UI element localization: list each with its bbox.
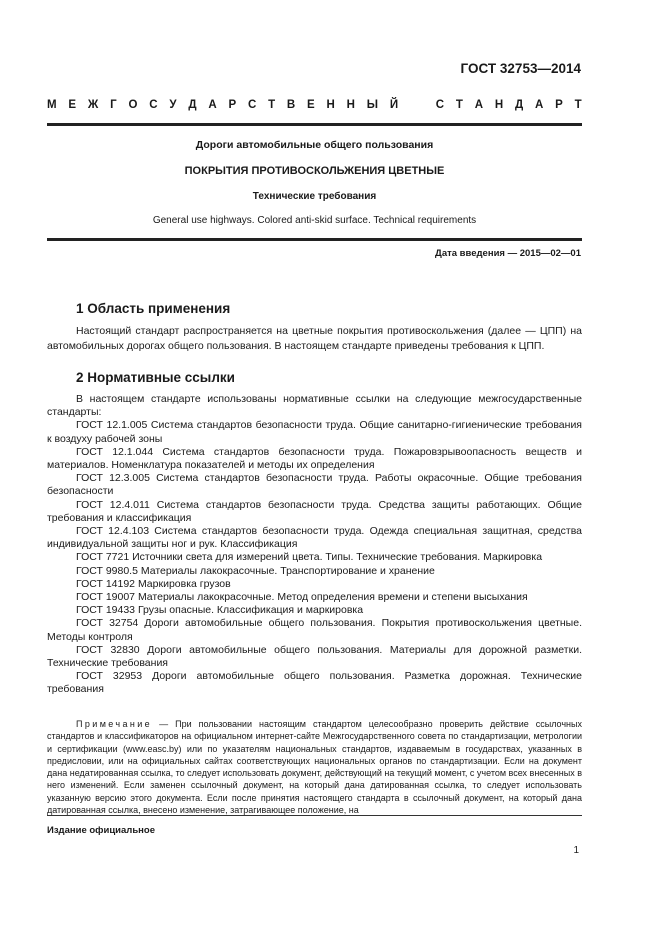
banner-letter: Ы: [366, 99, 379, 111]
banner-letter: А: [208, 99, 217, 111]
banner-letter: У: [169, 99, 177, 111]
banner-letter: Ж: [87, 99, 99, 111]
note-text: — При пользовании настоящим стандартом целесообразно проверить действие ссылочных стандартов и классификаторов на официальном интернет-сайте Межгосударственного совета по стандартизации, метрологии и сертификации (www.easc.by) или по указателям национальных стандартов, издаваемым в государствах, указанных в предисловии, или на официальных сайтах соответствующих национальных органов по стандартизации. Если на документ дана недатированная ссылка, то следует использовать документ, действующий на текущий момент, с учетом всех внесенных в него изменений. Если заменен ссылочный документ, на который дана датированная ссылка, то следует использовать указанную версию этого документа. Если после принятия настоящего стандарта в ссылочный документ, на который дана датированная ссылка, внесено изменение, затрагивающее положение, на: [47, 719, 582, 816]
reference-item: ГОСТ 19433 Грузы опасные. Классификация и маркировка: [76, 604, 364, 617]
banner-letter: Е: [307, 99, 315, 111]
banner-letter: А: [534, 99, 544, 111]
reference-item: ГОСТ 32953 Дороги автомобильные общего пользования. Разметка дорожная. Технические требования: [47, 670, 582, 696]
banner-letter: Е: [68, 99, 77, 111]
banner-letter: М: [47, 99, 57, 111]
reference-item: ГОСТ 12.1.044 Система стандартов безопасности труда. Пожаровзрывоопасность веществ и материалов. Номенклатура показателей и методы их определения: [47, 445, 582, 472]
reference-item: ГОСТ 12.3.005 Система стандартов безопасности труда. Работы окрасочные. Общие требования безопасности: [47, 472, 582, 498]
reference-item: ГОСТ 14192 Маркировка грузов: [76, 577, 231, 590]
banner-letter: Н: [494, 99, 504, 111]
title-main: ПОКРЫТИЯ ПРОТИВОСКОЛЬЖЕНИЯ ЦВЕТНЫЕ: [184, 165, 445, 177]
banner-letter: Н: [326, 99, 335, 111]
banner-letter: С: [247, 99, 257, 111]
section1-body: [47, 324, 582, 354]
reference-item: ГОСТ 9980.5 Материалы лакокрасочные. Транспортирование и хранение: [76, 564, 435, 577]
title-rule: [47, 238, 582, 241]
banner-letter: Т: [574, 99, 582, 111]
banner-letter: Т: [268, 99, 276, 111]
footer-rule: [47, 815, 582, 816]
banner-letter: Т: [455, 99, 463, 111]
title-tech: Технические требования: [252, 191, 377, 202]
section2-heading: 2 Нормативные ссылки: [76, 370, 235, 385]
note-block: [47, 718, 582, 816]
reference-item: ГОСТ 12.1.005 Система стандартов безопасности труда. Общие санитарно-гигиенические требования к воздуху рабочей зоны: [47, 419, 582, 445]
reference-item: ГОСТ 7721 Источники света для измерений цвета. Типы. Технические требования. Маркировка: [76, 551, 543, 564]
banner-letter: Р: [555, 99, 563, 111]
banner-letter: Д: [514, 99, 524, 111]
interstate-standard-banner: [47, 99, 582, 111]
page-number: 1: [573, 845, 579, 856]
top-rule: [47, 123, 582, 126]
intro-date: Дата введения — 2015—02—01: [435, 248, 581, 259]
banner-letter: Д: [188, 99, 197, 111]
reference-item: ГОСТ 12.4.011 Система стандартов безопасности труда. Средства защиты работающих. Общие требования и классификация: [47, 498, 582, 524]
banner-letter: В: [286, 99, 296, 111]
banner-letter: С: [149, 99, 158, 111]
banner-letter: Й: [389, 99, 399, 111]
banner-letter: О: [128, 99, 138, 111]
reference-item: ГОСТ 32830 Дороги автомобильные общего пользования. Материалы для дорожной разметки. Технические требования: [47, 643, 582, 670]
note-label: Примечание: [76, 719, 153, 729]
banner-letter: Н: [346, 99, 355, 111]
gost-code: ГОСТ 32753—2014: [460, 61, 581, 76]
banner-letter: Г: [110, 99, 117, 111]
reference-item: ГОСТ 12.4.103 Система стандартов безопасности труда. Одежда специальная защитная, средства индивидуальной защиты ног и рук. Классификация: [47, 525, 582, 551]
section1-heading: 1 Область применения: [76, 301, 231, 316]
reference-item: ГОСТ 19007 Материалы лакокрасочные. Метод определения времени и степени высыхания: [76, 591, 528, 604]
section2-intro: В настоящем стандарте использованы нормативные ссылки на следующие межгосударственные стандарты:: [47, 393, 582, 419]
section1-text: Настоящий стандарт распространяется на цветные покрытия противоскольжения (далее — ЦПП) на автомобильных дорогах общего пользования. В настоящем стандарте приведены требования к ЦПП.: [47, 325, 582, 352]
reference-item: ГОСТ 32754 Дороги автомобильные общего пользования. Покрытия противоскольжения цветные. Методы контроля: [47, 617, 582, 643]
banner-letter: С: [435, 99, 445, 111]
note-paragraph: [47, 718, 582, 816]
banner-letter: Р: [228, 99, 237, 111]
edition-label: Издание официальное: [47, 825, 155, 836]
section2-body: [47, 393, 582, 697]
title-road: Дороги автомобильные общего пользования: [195, 139, 434, 151]
banner-letter: А: [474, 99, 484, 111]
banner-gap: [410, 99, 424, 111]
title-english: General use highways. Colored anti-skid surface. Technical requirements: [152, 215, 477, 226]
